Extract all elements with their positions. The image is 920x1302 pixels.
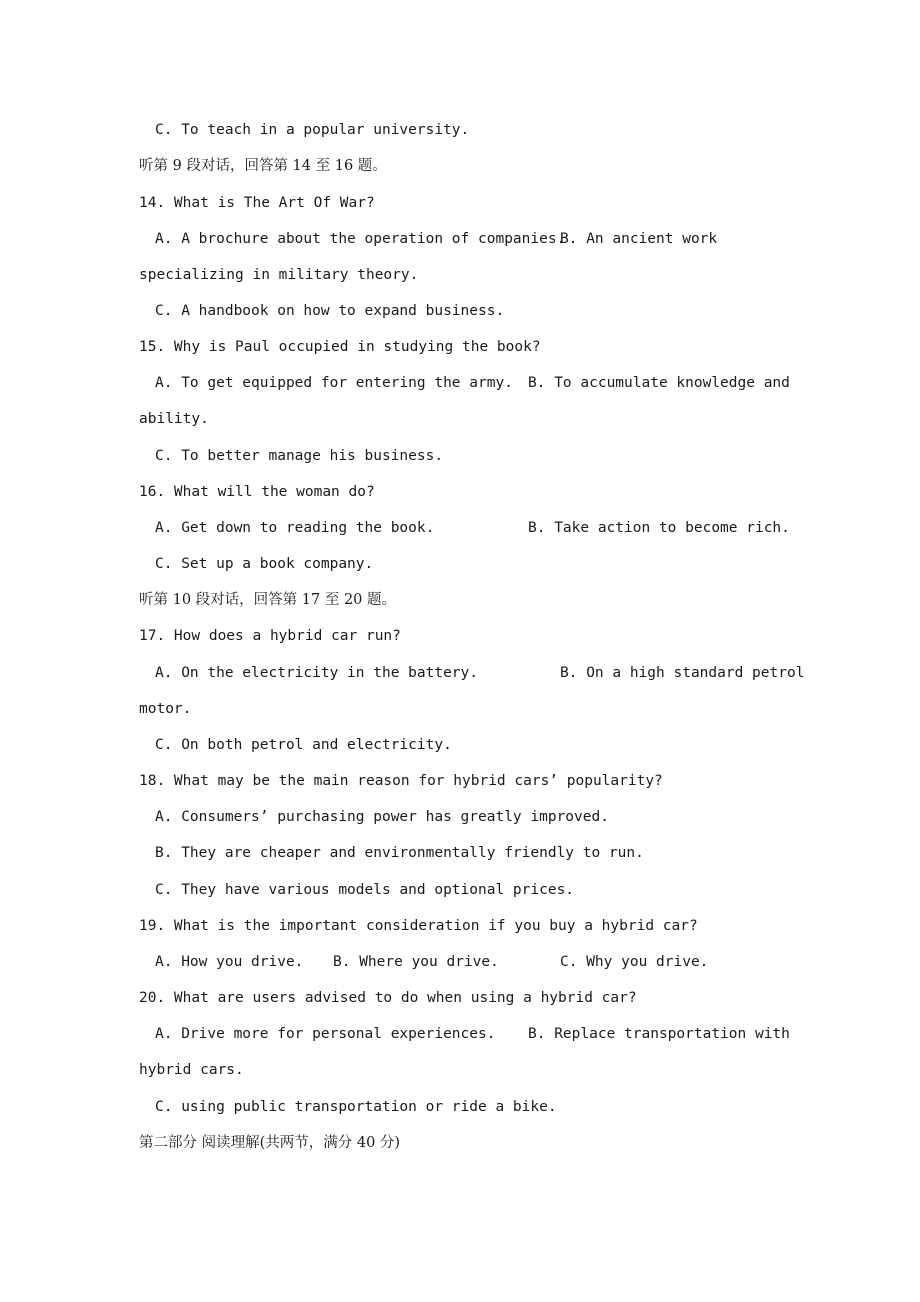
section-heading-9: 听第 9 段对话，回答第 14 至 16 题。 [139, 158, 387, 174]
q17-option-b-cont: motor. [139, 701, 192, 717]
question-18: 18. What may be the main reason for hybrid cars’ popularity? [139, 773, 663, 789]
q16-option-c: C. Set up a book company. [155, 556, 374, 572]
line-q13-option-c: C. To teach in a popular university. [155, 122, 470, 138]
q18-option-a: A. Consumers’ purchasing power has greatly improved. [155, 809, 609, 825]
q15-option-a: A. To get equipped for entering the army. [155, 375, 513, 391]
q17-option-a: A. On the electricity in the battery. [155, 665, 479, 681]
q18-option-c: C. They have various models and optional prices. [155, 882, 575, 898]
q15-option-c: C. To better manage his business. [155, 448, 444, 464]
q17-option-c: C. On both petrol and electricity. [155, 737, 452, 753]
question-16: 16. What will the woman do? [139, 484, 375, 500]
q20-option-a: A. Drive more for personal experiences. [155, 1026, 496, 1042]
q19-option-b: B. Where you drive. [333, 954, 499, 970]
q18-option-b: B. They are cheaper and environmentally friendly to run. [155, 845, 644, 861]
q14-option-b: B. An ancient work [560, 231, 718, 247]
q14-option-b-cont: specializing in military theory. [139, 267, 419, 283]
q14-option-c: C. A handbook on how to expand business. [155, 303, 505, 319]
q15-option-b: B. To accumulate knowledge and [528, 375, 790, 391]
question-14: 14. What is The Art Of War? [139, 195, 375, 211]
q15-option-b-cont: ability. [139, 411, 209, 427]
question-19: 19. What is the important consideration if you buy a hybrid car? [139, 918, 698, 934]
q20-option-b-cont: hybrid cars. [139, 1062, 244, 1078]
q17-option-b: B. On a high standard petrol [560, 665, 805, 681]
q19-option-c: C. Why you drive. [560, 954, 709, 970]
q16-option-a: A. Get down to reading the book. [155, 520, 435, 536]
q19-option-a: A. How you drive. [155, 954, 304, 970]
question-20: 20. What are users advised to do when using a hybrid car? [139, 990, 637, 1006]
q20-option-b: B. Replace transportation with [528, 1026, 790, 1042]
part-two-heading: 第二部分 阅读理解(共两节，满分 40 分) [139, 1135, 401, 1151]
q20-option-c: C. using public transportation or ride a bike. [155, 1099, 557, 1115]
section-heading-10: 听第 10 段对话，回答第 17 至 20 题。 [139, 592, 397, 608]
question-17: 17. How does a hybrid car run? [139, 628, 401, 644]
question-15: 15. Why is Paul occupied in studying the book? [139, 339, 541, 355]
q14-option-a: A. A brochure about the operation of companies. [155, 231, 566, 247]
q16-option-b: B. Take action to become rich. [528, 520, 790, 536]
